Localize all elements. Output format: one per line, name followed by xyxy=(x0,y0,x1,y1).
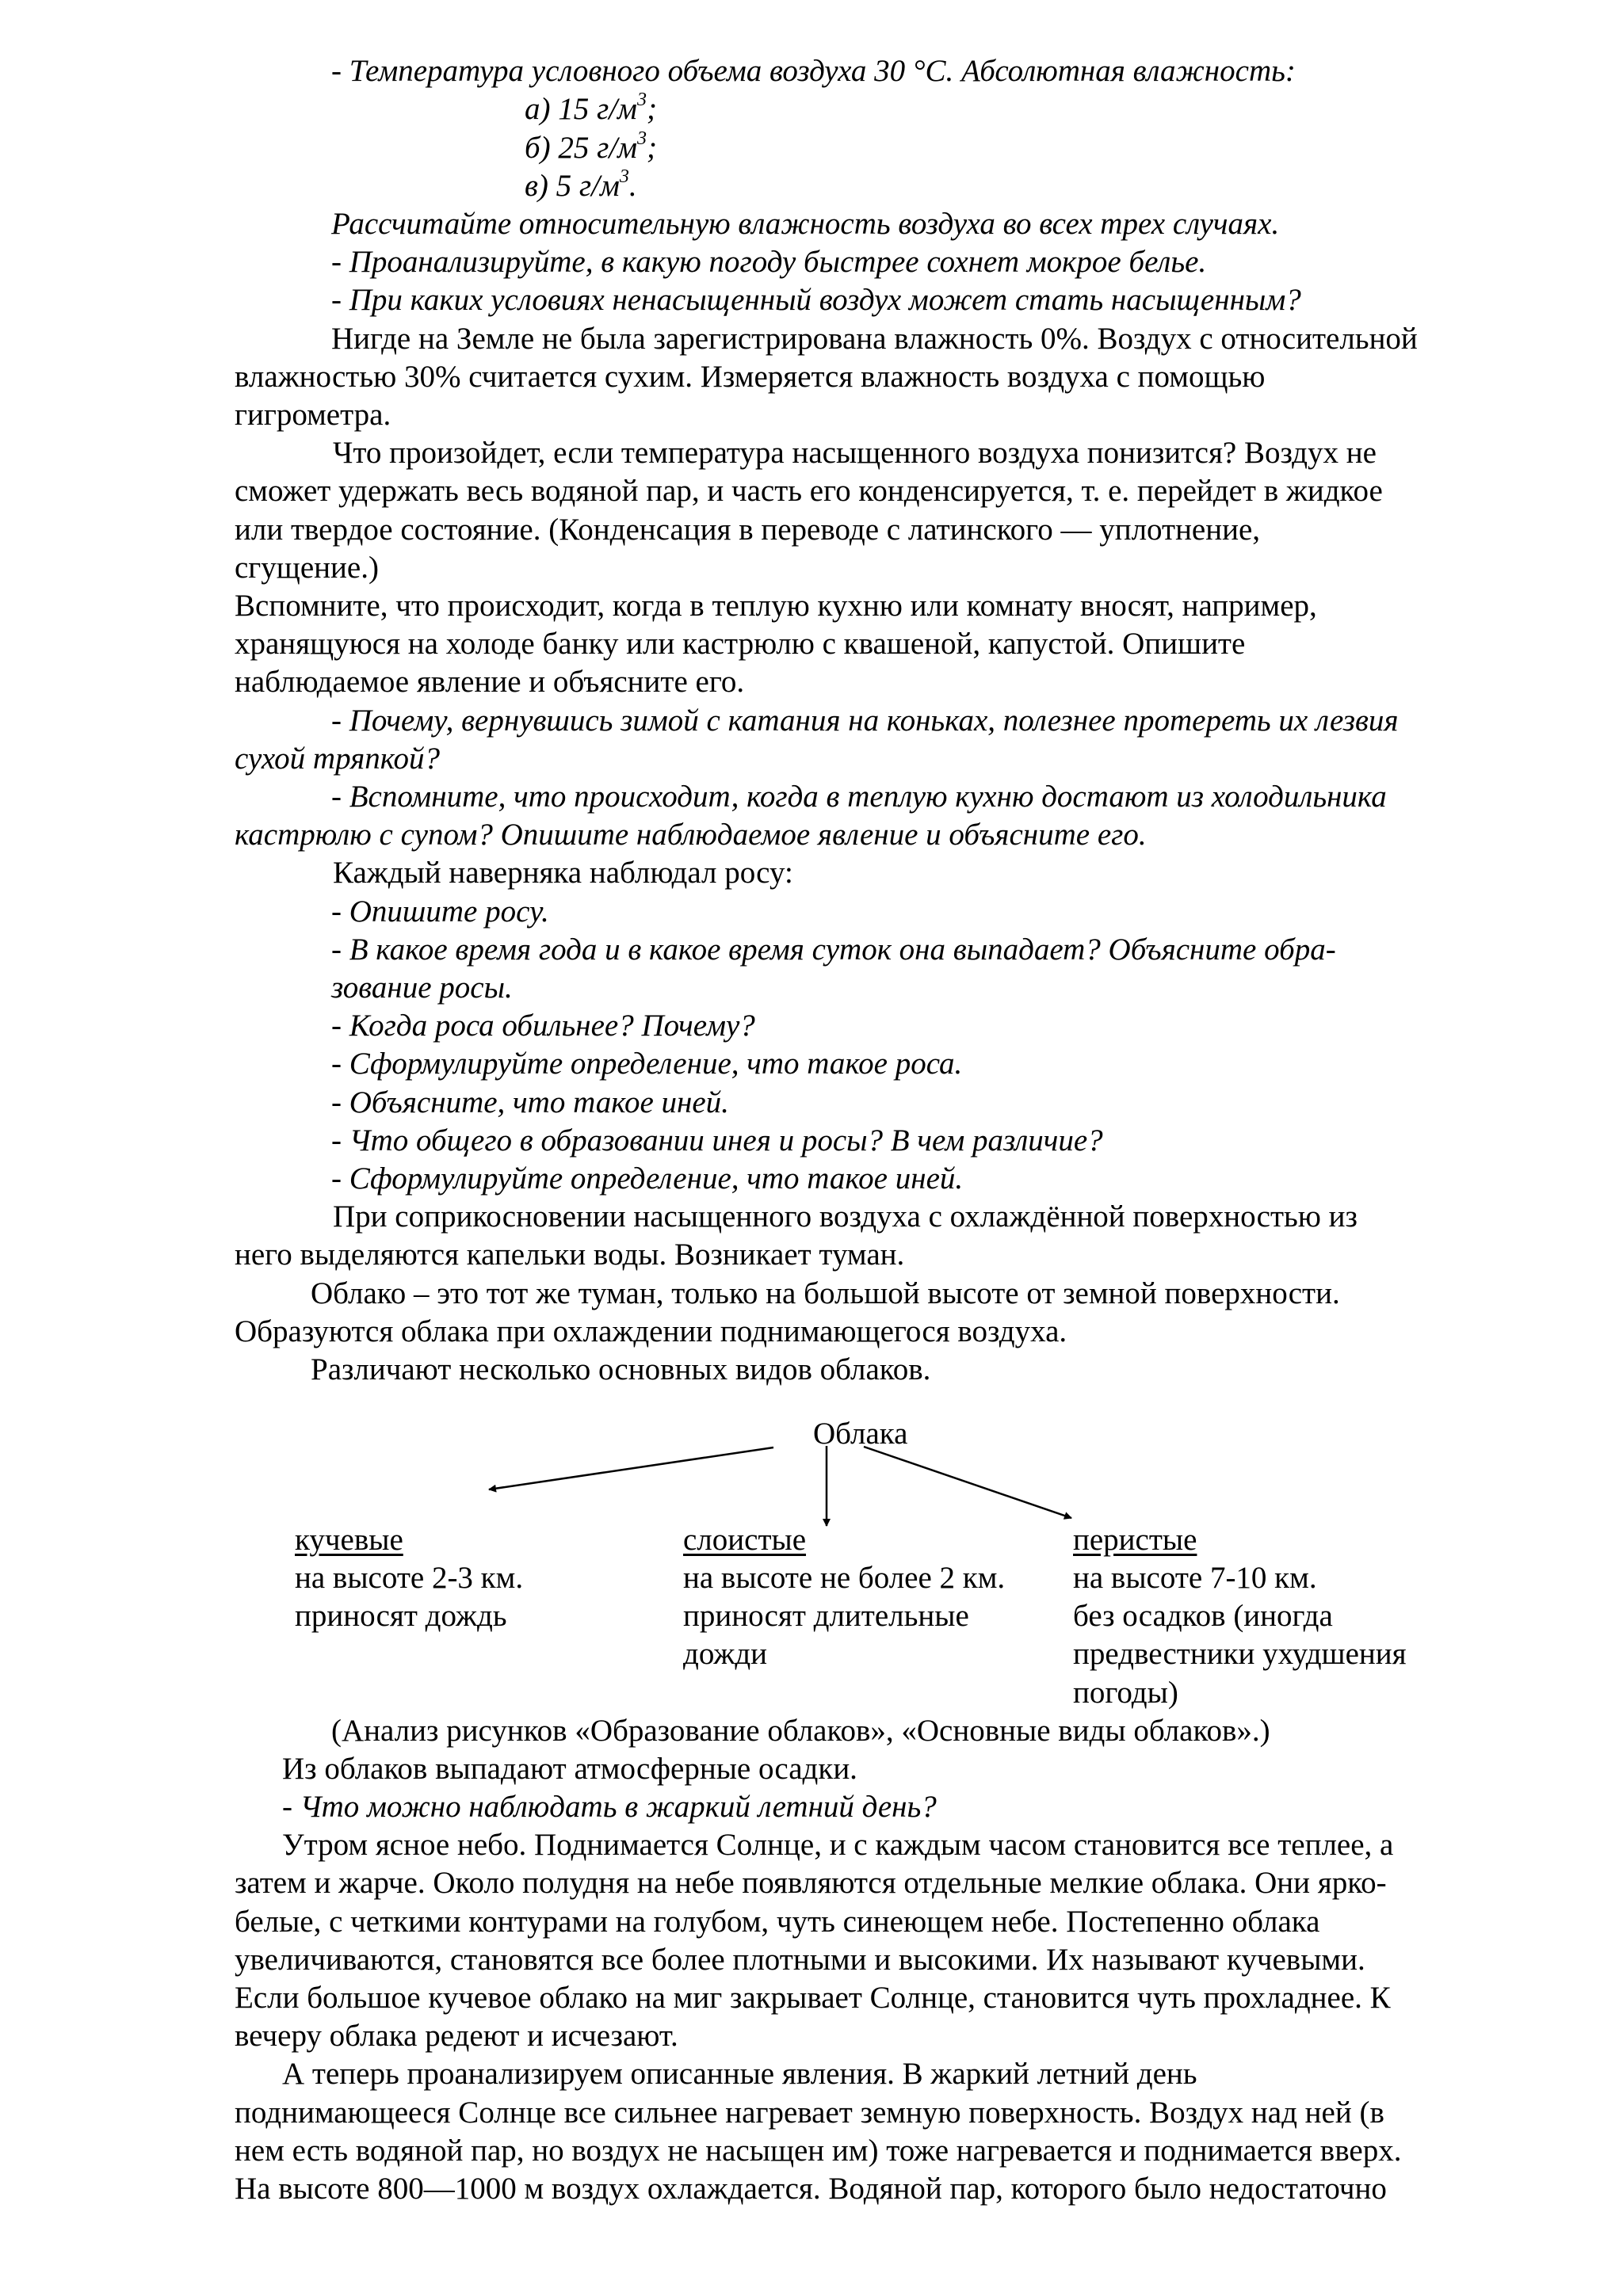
dew-question: - Когда роса обильнее? Почему? xyxy=(331,1009,755,1043)
cirrus-line: предвестники ухудшения xyxy=(1073,1637,1407,1671)
stratus-line: приносят длительные xyxy=(683,1599,969,1633)
exercise-line: - Температура условного объема воздуха 30 °С. Абсолютная влажность: xyxy=(331,54,1296,88)
dew-question: - Сформулируйте определение, что такое роса. xyxy=(331,1047,963,1081)
analysis-line: На высоте 800—1000 м воздух охлаждается. Водяной пар, которого было недостаточно xyxy=(235,2172,1387,2206)
option-a: а) 15 $г/м^3$; xyxy=(525,90,657,126)
condensation-line: сможет удержать весь водяной пар, и часть его конденсируется, т. е. перейдет в жидкое xyxy=(235,474,1383,508)
dew-question: - Объясните, что такое иней. xyxy=(331,1085,729,1119)
morning-line: белые, с четкими контурами на голубом, чуть синеющем небе. Постепенно облака xyxy=(235,1905,1320,1939)
cloud-line: Образуются облака при охлаждении поднимающегося воздуха. xyxy=(235,1314,1067,1348)
analysis-line: А теперь проанализируем описанные явления. В жаркий летний день xyxy=(282,2057,1197,2091)
task-saturation: - При каких условиях ненасыщенный воздух может стать насыщенным? xyxy=(331,283,1301,317)
cirrus-title: перистые xyxy=(1073,1523,1197,1557)
analysis-note: (Анализ рисунков «Образование облаков», «Основные виды облаков».) xyxy=(331,1714,1270,1748)
dew-question: - Опишите росу. xyxy=(331,894,549,929)
cirrus-line: без осадков (иногда xyxy=(1073,1599,1333,1633)
morning-line: увеличиваются, становятся все более плотными и высокими. Их называют кучевыми. xyxy=(235,1943,1365,1977)
arrow-to-cumulus xyxy=(489,1447,773,1489)
fog-line: При соприкосновении насыщенного воздуха с охлаждённой поверхностью из xyxy=(333,1199,1358,1234)
morning-line: затем и жарче. Около полудня на небе появляются отдельные мелкие облака. Они ярко- xyxy=(235,1866,1387,1900)
cumulus-line: приносят дождь xyxy=(295,1599,507,1633)
kitchen-line: хранящуюся на холоде банку или кастрюлю с квашеной, капустой. Опишите xyxy=(235,627,1246,661)
task-relative: Рассчитайте относительную влажность воздуха во всех трех случаях. xyxy=(331,207,1280,241)
stratus-line: дожди xyxy=(683,1637,768,1671)
stratus-line: на высоте не более 2 км. xyxy=(683,1561,1006,1595)
diagram-root: Облака xyxy=(813,1417,908,1451)
option-c: в) 5 $г/м^3$. xyxy=(525,166,637,203)
cumulus-title: кучевые xyxy=(295,1523,403,1557)
soup-question: - Вспомните, что происходит, когда в теплую кухню достают из холодильника xyxy=(331,780,1387,814)
cumulus-line: на высоте 2-3 км. xyxy=(295,1561,524,1595)
stratus-title: слоистые xyxy=(683,1523,807,1557)
cloud-types-intro: Различают несколько основных видов облаков. xyxy=(311,1352,931,1386)
condensation-line: или твердое состояние. (Конденсация в переводе с латинского — уплотнение, xyxy=(235,513,1261,547)
dew-question: - В какое время года и в какое время суток она выпадает? Объясните обра- xyxy=(331,933,1336,967)
soup-question: кастрюлю с супом? Опишите наблюдаемое явление и объясните его. xyxy=(235,818,1147,852)
kitchen-line: наблюдаемое явление и объясните его. xyxy=(235,665,745,699)
kitchen-line: Вспомните, что происходит, когда в теплую кухню или комнату вносят, например, xyxy=(235,589,1317,623)
analysis-line: поднимающееся Солнце все сильнее нагревает земную поверхность. Воздух над ней (в xyxy=(235,2096,1384,2130)
skates-question: - Почему, вернувшись зимой с катания на коньках, полезнее протереть их лезвия xyxy=(331,704,1399,738)
dew-question: - Что общего в образовании инея и росы? В чем различие? xyxy=(331,1123,1103,1158)
condensation-line: Что произойдет, если температура насыщенного воздуха понизится? Воздух не xyxy=(333,436,1377,470)
morning-line: Утром ясное небо. Поднимается Солнце, и с каждым часом становится все теплее, а xyxy=(282,1828,1394,1862)
precipitation-line: Из облаков выпадают атмосферные осадки. xyxy=(282,1752,857,1786)
cirrus-line: на высоте 7-10 км. xyxy=(1073,1561,1317,1595)
cirrus-line: погоды) xyxy=(1073,1676,1178,1710)
morning-line: вечеру облака редеют и исчезают. xyxy=(235,2019,678,2053)
dew-intro: Каждый наверняка наблюдал росу: xyxy=(333,856,793,890)
dew-question: - Сформулируйте определение, что такое иней. xyxy=(331,1161,964,1196)
humidity-line: гигрометра. xyxy=(235,398,391,432)
humidity-line: влажностью 30% считается сухим. Измеряется влажность воздуха с помощью xyxy=(235,360,1266,394)
humidity-line: Нигде на Земле не была зарегистрирована влажность 0%. Воздух с относительной xyxy=(331,322,1418,356)
option-b: б) 25 $г/м^3$; xyxy=(525,128,658,165)
cloud-line: Облако – это тот же туман, только на большой высоте от земной поверхности. xyxy=(311,1276,1340,1310)
condensation-line: сгущение.) xyxy=(235,551,379,585)
arrow-to-cirrus xyxy=(864,1447,1071,1518)
dew-question: зование росы. xyxy=(331,971,513,1005)
skates-question: сухой тряпкой? xyxy=(235,742,440,776)
morning-line: Если большое кучевое облако на миг закрывает Солнце, становится чуть прохладнее. К xyxy=(235,1981,1391,2015)
analysis-line: нем есть водяной пар, но воздух не насыщен им) тоже нагревается и поднимается вверх. xyxy=(235,2134,1402,2168)
task-weather: - Проанализируйте, в какую погоду быстрее сохнет мокрое белье. xyxy=(331,245,1207,279)
fog-line: него выделяются капельки воды. Возникает туман. xyxy=(235,1238,905,1272)
summer-question: - Что можно наблюдать в жаркий летний день? xyxy=(282,1790,937,1824)
